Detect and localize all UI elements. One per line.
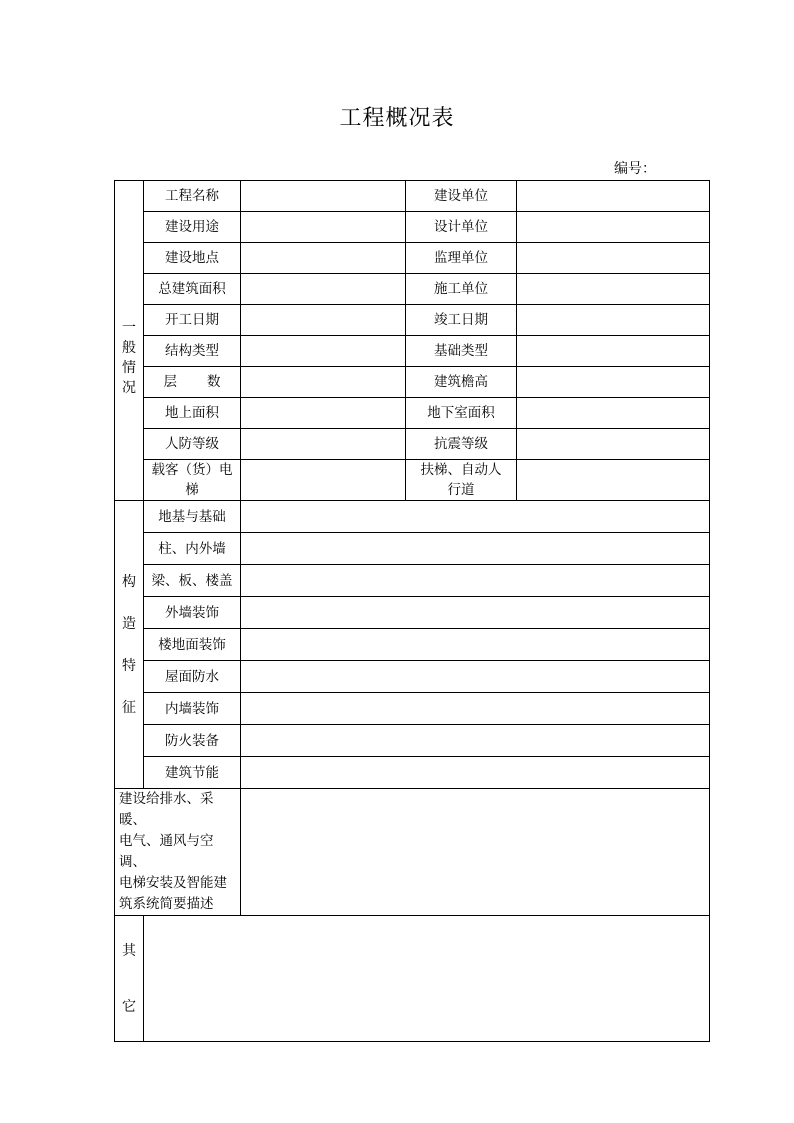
label-structure-type: 结构类型 (144, 336, 241, 367)
label-seismic-level: 抗震等级 (406, 429, 517, 460)
label-above-ground-area: 地上面积 (144, 398, 241, 429)
value-foundation-type[interactable] (517, 336, 710, 367)
label-floor-finish: 楼地面装饰 (144, 629, 241, 661)
label-construction-unit: 建设单位 (406, 181, 517, 212)
value-eave-height[interactable] (517, 367, 710, 398)
label-energy-saving: 建筑节能 (144, 757, 241, 789)
value-seismic-level[interactable] (517, 429, 710, 460)
label-elevator: 载客（货）电梯 (144, 460, 241, 501)
label-basement-area: 地下室面积 (406, 398, 517, 429)
value-above-ground-area[interactable] (241, 398, 406, 429)
value-roof-waterproof[interactable] (241, 661, 710, 693)
value-exterior-finish[interactable] (241, 597, 710, 629)
value-beams-slabs[interactable] (241, 565, 710, 597)
value-structure-type[interactable] (241, 336, 406, 367)
label-floors: 层 数 (144, 367, 241, 398)
other-value[interactable] (144, 916, 710, 1042)
systems-description-value[interactable] (241, 789, 710, 916)
value-start-date[interactable] (241, 305, 406, 336)
label-civil-defense-level: 人防等级 (144, 429, 241, 460)
label-design-unit: 设计单位 (406, 212, 517, 243)
project-overview-table (114, 180, 710, 1042)
label-foundation: 地基与基础 (144, 501, 241, 533)
structure-section-label: 构 造 特 征 (115, 501, 144, 789)
value-floors[interactable] (241, 367, 406, 398)
label-fire-equipment: 防火装备 (144, 725, 241, 757)
value-escalator[interactable] (517, 460, 710, 501)
label-interior-finish: 内墙装饰 (144, 693, 241, 725)
label-building-use: 建设用途 (144, 212, 241, 243)
label-supervision-unit: 监理单位 (406, 243, 517, 274)
code-label: 编号： (614, 161, 656, 177)
general-section-label: 一 般 情 况 (115, 181, 144, 501)
value-interior-finish[interactable] (241, 693, 710, 725)
value-civil-defense-level[interactable] (241, 429, 406, 460)
other-section-label: 其 它 (115, 916, 144, 1042)
page-title: 工程概况表 (339, 106, 455, 131)
value-total-area[interactable] (241, 274, 406, 305)
label-building-location: 建设地点 (144, 243, 241, 274)
label-contractor: 施工单位 (406, 274, 517, 305)
systems-description-label: 建设给排水、采暖、 电气、通风与空调、 电梯安装及智能建 筑系统简要描述 (115, 789, 241, 916)
value-construction-unit[interactable] (517, 181, 710, 212)
label-completion-date: 竣工日期 (406, 305, 517, 336)
value-floor-finish[interactable] (241, 629, 710, 661)
label-roof-waterproof: 屋面防水 (144, 661, 241, 693)
value-foundation[interactable] (241, 501, 710, 533)
value-basement-area[interactable] (517, 398, 710, 429)
label-project-name: 工程名称 (144, 181, 241, 212)
label-eave-height: 建筑檐高 (406, 367, 517, 398)
value-elevator[interactable] (241, 460, 406, 501)
label-columns-walls: 柱、内外墙 (144, 533, 241, 565)
value-design-unit[interactable] (517, 212, 710, 243)
value-building-location[interactable] (241, 243, 406, 274)
value-building-use[interactable] (241, 212, 406, 243)
label-total-area: 总建筑面积 (144, 274, 241, 305)
label-exterior-finish: 外墙装饰 (144, 597, 241, 629)
label-escalator: 扶梯、自动人行道 (406, 460, 517, 501)
value-project-name[interactable] (241, 181, 406, 212)
value-supervision-unit[interactable] (517, 243, 710, 274)
value-contractor[interactable] (517, 274, 710, 305)
label-foundation-type: 基础类型 (406, 336, 517, 367)
value-fire-equipment[interactable] (241, 725, 710, 757)
value-completion-date[interactable] (517, 305, 710, 336)
value-columns-walls[interactable] (241, 533, 710, 565)
label-beams-slabs: 梁、板、楼盖 (144, 565, 241, 597)
label-start-date: 开工日期 (144, 305, 241, 336)
value-energy-saving[interactable] (241, 757, 710, 789)
